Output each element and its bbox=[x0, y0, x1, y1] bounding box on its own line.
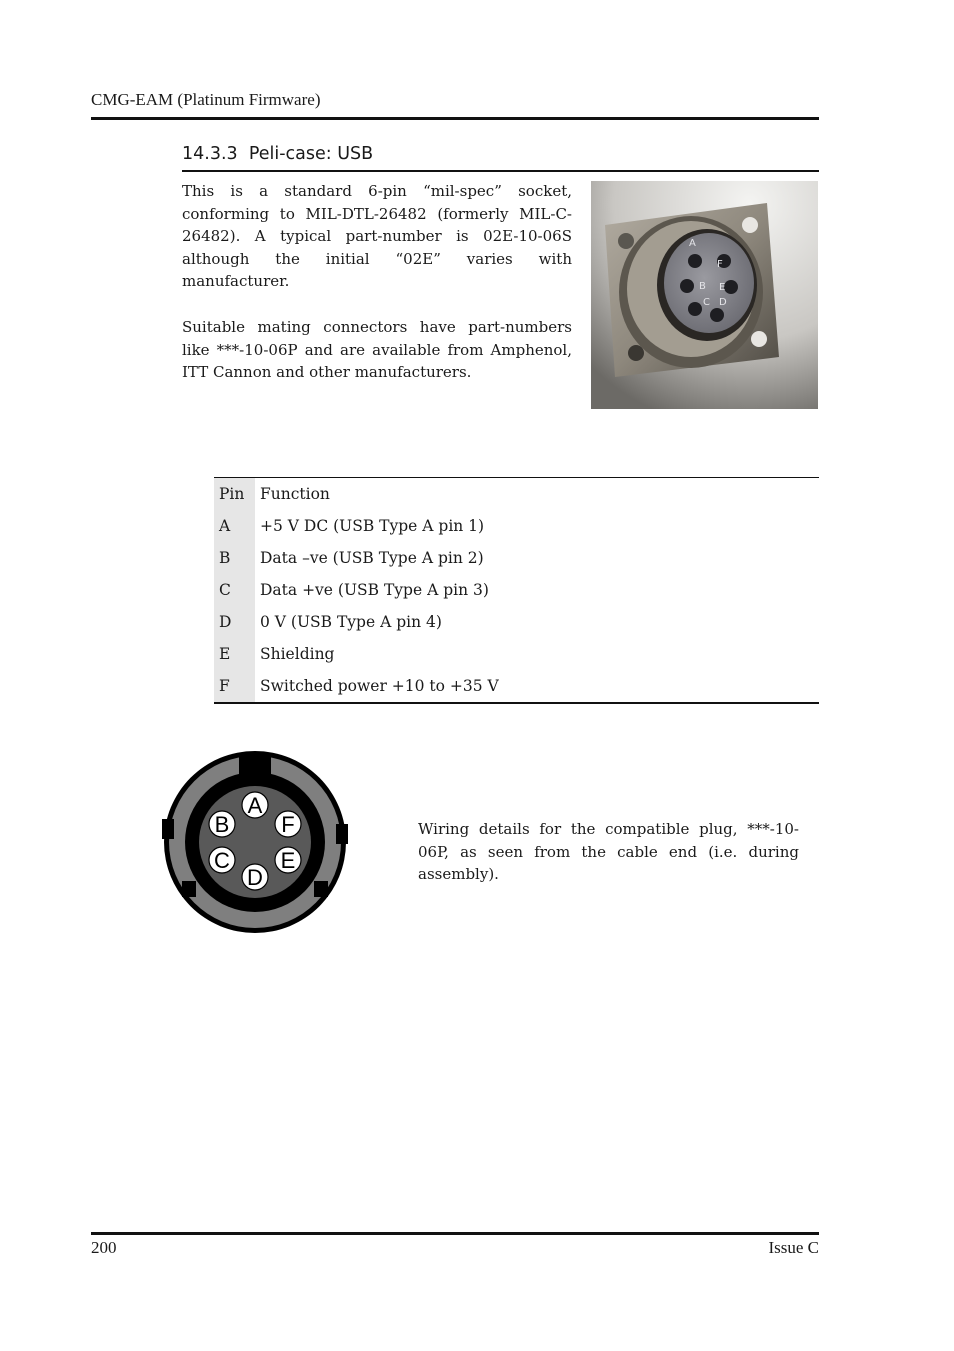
table-row bbox=[214, 542, 819, 574]
plug-wiring-diagram bbox=[162, 749, 348, 935]
photo-pin-label: E bbox=[719, 282, 726, 293]
function-cell: Data –ve (USB Type A pin 2) bbox=[260, 549, 484, 567]
diagram-pin-label: F bbox=[281, 812, 295, 837]
photo-pin-label: C bbox=[703, 297, 710, 308]
pin-cell: D bbox=[214, 606, 255, 638]
table-row bbox=[214, 606, 819, 638]
photo-pin-label: A bbox=[689, 238, 696, 249]
function-cell: 0 V (USB Type A pin 4) bbox=[260, 613, 442, 631]
running-header: CMG-EAM (Platinum Firmware) bbox=[91, 90, 321, 109]
mating-paragraph: Suitable mating connectors have part-numbers like ***-10-06P and are available from Amphenol, ITT Cannon and other manufacturers. bbox=[182, 318, 572, 382]
issue-label: Issue C bbox=[768, 1238, 819, 1257]
section-title bbox=[182, 144, 819, 164]
pin-function-table bbox=[214, 477, 819, 704]
diagram-pin-label: C bbox=[214, 848, 230, 873]
footer-rule bbox=[91, 1232, 819, 1235]
diagram-pin-label: B bbox=[214, 812, 230, 837]
pin-cell: F bbox=[214, 670, 255, 703]
function-cell: Shielding bbox=[260, 645, 335, 663]
diagram-caption: Wiring details for the compatible plug, ***-10-06P, as seen from the cable end (i.e. during assembly). bbox=[418, 820, 799, 884]
pin-cell: B bbox=[214, 542, 255, 574]
photo-pin-label: F bbox=[717, 259, 723, 270]
pin-cell: A bbox=[214, 510, 255, 542]
pin-cell: E bbox=[214, 638, 255, 670]
header-rule bbox=[91, 117, 819, 120]
diagram-pin-label: A bbox=[247, 793, 263, 818]
section-number: 14.3.3 bbox=[182, 144, 238, 164]
function-cell: Data +ve (USB Type A pin 3) bbox=[260, 581, 489, 599]
table-header-row bbox=[214, 478, 819, 511]
photo-pin-label: B bbox=[699, 281, 706, 292]
table-row bbox=[214, 510, 819, 542]
page-number: 200 bbox=[91, 1238, 117, 1257]
section-name: Peli-case: USB bbox=[248, 144, 374, 164]
function-cell: Switched power +10 to +35 V bbox=[260, 677, 499, 695]
table-row bbox=[214, 574, 819, 606]
section-rule bbox=[182, 170, 819, 172]
table-row bbox=[214, 670, 819, 703]
pin-cell: C bbox=[214, 574, 255, 606]
connector-photo bbox=[591, 181, 818, 409]
diagram-pin-label: E bbox=[280, 848, 296, 873]
photo-pin-label: D bbox=[719, 297, 727, 308]
function-cell: +5 V DC (USB Type A pin 1) bbox=[260, 517, 485, 535]
column-header-function: Function bbox=[260, 485, 330, 503]
table-row bbox=[214, 638, 819, 670]
intro-paragraph: This is a standard 6-pin “mil-spec” socket, conforming to MIL-DTL-26482 (formerly MIL-C-26482). A typical part-number is 02E-10-06S although the initial “02E” varies with manufacturer. bbox=[182, 182, 572, 291]
column-header-pin: Pin bbox=[214, 478, 255, 511]
diagram-pin-label: D bbox=[247, 865, 263, 890]
